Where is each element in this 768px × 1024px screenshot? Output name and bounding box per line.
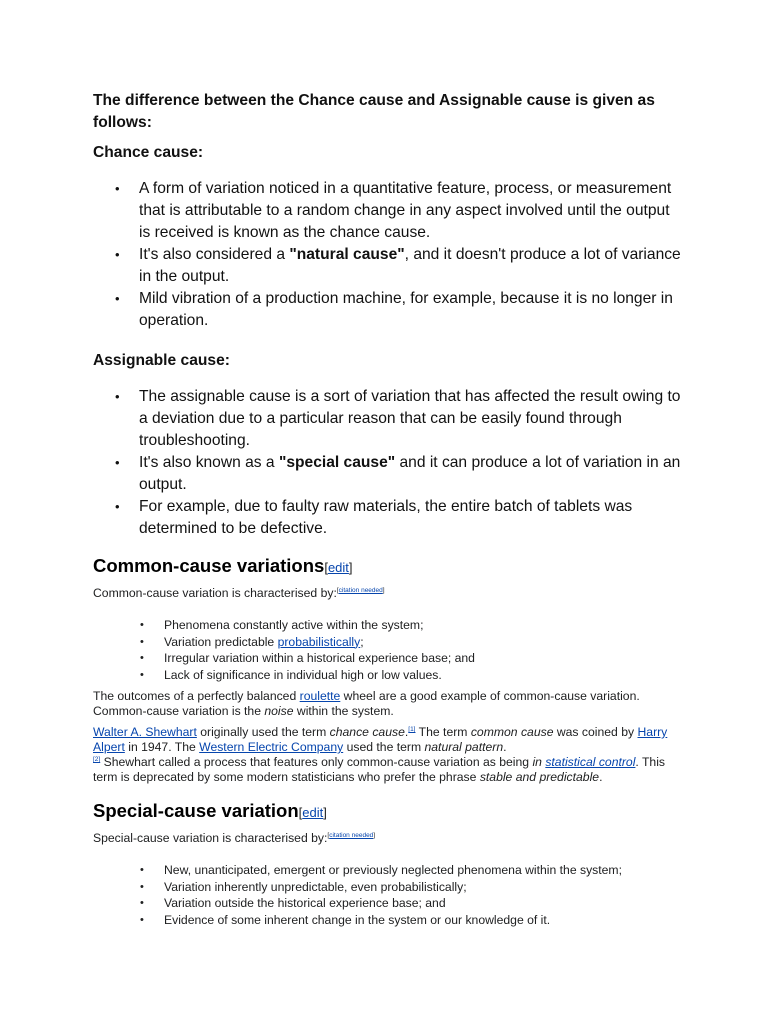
- roulette-paragraph: The outcomes of a perfectly balanced roulette wheel are a good example of common-cause variation. Common-cause variation is the noise within the system.: [93, 689, 640, 718]
- western-electric-link[interactable]: Western Electric Company: [199, 740, 344, 754]
- list-item: • Mild vibration of a production machine, for example, because it is no longer in operation.: [139, 288, 683, 332]
- list-item: • Variation inherently unpredictable, even probabilistically;: [164, 879, 683, 896]
- edit-link[interactable]: edit: [302, 805, 324, 820]
- statistical-control-link[interactable]: statistical control: [545, 755, 636, 769]
- common-cause-heading: Common-cause variations[edit]: [93, 555, 353, 576]
- list-item: • Phenomena constantly active within the system;: [164, 617, 683, 634]
- common-cause-intro: Common-cause variation is characterised by:[citation needed]: [93, 586, 385, 600]
- assignable-cause-title: Assignable cause:: [93, 352, 230, 369]
- list-item: • A form of variation noticed in a quantitative feature, process, or measurement that is attributable to a random change in any aspect involved until the output is received is known as the chance cause.: [139, 178, 683, 244]
- citation-needed-link[interactable]: citation needed: [338, 586, 383, 594]
- edit-link[interactable]: edit: [327, 560, 349, 575]
- assignable-cause-list: [93, 386, 683, 540]
- list-item: • Variation outside the historical experience base; and: [164, 895, 683, 912]
- document-body: [93, 90, 683, 928]
- roulette-link[interactable]: roulette: [299, 689, 341, 703]
- citation-needed: [citation needed]: [336, 586, 385, 594]
- shewhart-paragraph: Walter A. Shewhart originally used the term chance cause.[1] The term common cause was coined by Harry Alpert in 1947. The Western Electric Company used the term natural pattern. [2] Shewhart called a process that features only common-cause variation as being in statistical control. This term is deprecated by some modern statisticians who prefer the phrase stable and predictable.: [93, 725, 668, 784]
- common-cause-list: [93, 617, 683, 683]
- list-item: • Irregular variation within a historical experience base; and: [164, 650, 683, 667]
- chance-cause-title: Chance cause:: [93, 144, 204, 161]
- edit-section-link: [edit]: [324, 560, 353, 575]
- chance-cause-list: [93, 178, 683, 332]
- list-item: • The assignable cause is a sort of variation that has affected the result owing to a deviation due to a particular reason that can be easily found through troubleshooting.: [139, 386, 683, 452]
- comparison-heading: The difference between the Chance cause and Assignable cause is given as follows:: [93, 92, 655, 131]
- list-item: • It's also known as a "special cause" and it can produce a lot of variation in an output.: [139, 452, 683, 496]
- list-item: • Lack of significance in individual high or low values.: [164, 667, 683, 684]
- walter-shewhart-link[interactable]: Walter A. Shewhart: [93, 725, 197, 739]
- special-cause-term: "special cause": [278, 454, 396, 471]
- citation-needed-link[interactable]: citation needed: [329, 831, 374, 839]
- list-item: • New, unanticipated, emergent or previously neglected phenomena within the system;: [164, 862, 683, 879]
- reference-2-link[interactable]: [2]: [93, 755, 101, 763]
- list-item: • For example, due to faulty raw materials, the entire batch of tablets was determined to be defective.: [139, 496, 683, 540]
- probabilistically-link[interactable]: probabilistically: [277, 634, 361, 649]
- edit-section-link: [edit]: [298, 805, 327, 820]
- citation-needed: [citation needed]: [327, 831, 376, 839]
- list-item: • It's also considered a "natural cause", and it doesn't produce a lot of variance in the output.: [139, 244, 683, 288]
- special-cause-heading: Special-cause variation[edit]: [93, 800, 327, 821]
- list-item: • Variation predictable probabilistically;: [164, 634, 683, 651]
- special-cause-list: [93, 862, 683, 928]
- list-item: • Evidence of some inherent change in the system or our knowledge of it.: [164, 912, 683, 929]
- reference-1-link[interactable]: [1]: [408, 725, 416, 733]
- harry-alpert-link[interactable]: Harry Alpert: [93, 725, 668, 754]
- special-cause-intro: Special-cause variation is characterised by:[citation needed]: [93, 831, 376, 845]
- natural-cause-term: "natural cause": [289, 246, 405, 263]
- reference-1: [408, 726, 415, 733]
